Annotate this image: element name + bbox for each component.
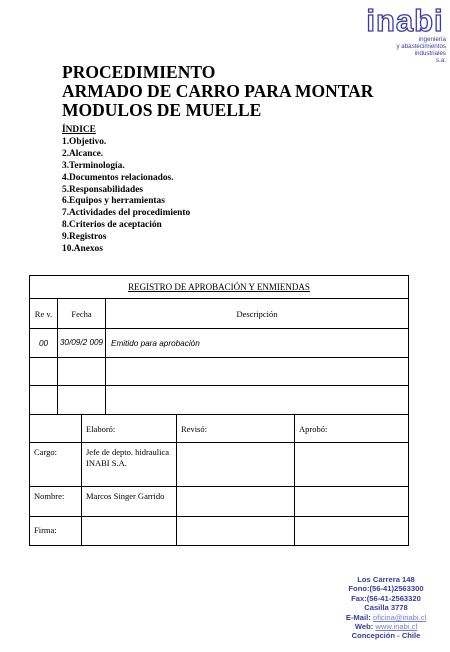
header-descripcion: Descripción	[236, 308, 278, 319]
nombre-aprobo	[295, 487, 408, 516]
firma-aprobo	[295, 517, 408, 545]
title-line: ARMADO DE CARRO PARA MONTAR	[62, 81, 374, 101]
cell-descripcion	[106, 386, 408, 414]
index-item: 3.Terminología.	[62, 160, 125, 171]
inabi-logo	[364, 3, 446, 64]
cell-rev: 00	[30, 329, 58, 357]
nombre-row	[30, 487, 408, 517]
logo-tagline-line: industriales	[414, 50, 446, 57]
footer-fax: Fax:(56-41-2563320	[351, 593, 421, 603]
sig-corner	[30, 415, 82, 442]
title-line: PROCEDIMIENTO	[62, 62, 216, 82]
header-rev: Re v.	[30, 299, 58, 328]
approval-register-table	[29, 275, 409, 546]
web-link[interactable]: www.inabi.cl	[375, 622, 418, 632]
index-item: 8.Criterios de aceptación	[62, 220, 162, 231]
logo-tagline	[370, 36, 446, 64]
reviso-label: Revisó:	[177, 415, 295, 442]
logo-tagline-line: s.a.	[436, 57, 446, 64]
register-header-row	[30, 299, 408, 329]
register-title: REGISTRO DE APROBACIÓN Y ENMIENDAS	[30, 276, 408, 299]
index-item: 4.Documentos relacionados.	[62, 172, 174, 183]
footer-fono: Fono:(56-41)2563300	[348, 584, 424, 594]
table-of-contents	[62, 125, 362, 256]
cell-descripcion: Emitido para aprobación	[111, 338, 200, 348]
logo-wordmark: inabi	[366, 3, 444, 38]
firma-row	[30, 517, 408, 545]
firma-reviso	[177, 517, 295, 545]
index-item: 6.Equipos y herramientas	[62, 196, 165, 207]
table-row-empty	[30, 386, 408, 415]
email-link[interactable]: oficina@inabi.cl	[372, 612, 427, 622]
cargo-value: Jefe de depto. hidraulica INABI S.A.	[82, 443, 177, 486]
index-item: 1.Objetivo.	[62, 136, 107, 147]
cell-fecha	[58, 386, 106, 414]
index-item: 2.Alcance.	[62, 148, 104, 159]
footer-email	[330, 613, 442, 622]
cell-rev	[30, 386, 58, 414]
aprobo-label: Aprobó:	[299, 424, 328, 434]
cell-fecha: 30/09/2 009	[58, 329, 106, 357]
index-item: 7.Actividades del procedimiento	[62, 208, 191, 219]
table-row-empty	[30, 358, 408, 386]
index-item: 9.Registros	[62, 232, 107, 243]
title-line: MODULOS DE MUELLE	[62, 100, 262, 120]
footer-casilla: Casilla 3778	[364, 603, 408, 613]
footer-city: Concepción - Chile	[351, 631, 421, 641]
footer-web	[330, 622, 442, 631]
document-title	[62, 63, 402, 120]
cargo-label: Cargo:	[30, 443, 82, 486]
firma-label: Firma:	[30, 517, 82, 545]
cargo-aprobo	[295, 443, 408, 486]
web-label: Web:	[354, 622, 374, 632]
footer-address: Los Carrera 148	[357, 575, 415, 584]
cargo-row	[30, 443, 408, 487]
cell-fecha	[58, 358, 106, 385]
nombre-label: Nombre:	[30, 487, 82, 516]
nombre-reviso	[177, 487, 295, 516]
company-footer	[330, 575, 442, 641]
index-item: 5.Responsabilidades	[62, 184, 144, 195]
table-row	[30, 329, 408, 358]
signature-header-row	[30, 415, 408, 443]
index-heading: ÍNDICE	[62, 125, 96, 135]
email-label: E-Mail:	[345, 612, 371, 622]
cell-descripcion	[106, 358, 408, 385]
logo-tagline-line: y abastecimientos	[396, 43, 446, 50]
firma-elaboro	[82, 517, 177, 545]
nombre-value: Marcos Singer Garrido	[82, 487, 177, 516]
index-item: 10.Anexos	[62, 244, 103, 255]
header-fecha: Fecha	[58, 299, 106, 328]
elaboro-label: Elaboró:	[82, 415, 177, 442]
cargo-reviso	[177, 443, 295, 486]
logo-tagline-line: ingeniería	[418, 36, 446, 43]
cell-rev	[30, 358, 58, 385]
